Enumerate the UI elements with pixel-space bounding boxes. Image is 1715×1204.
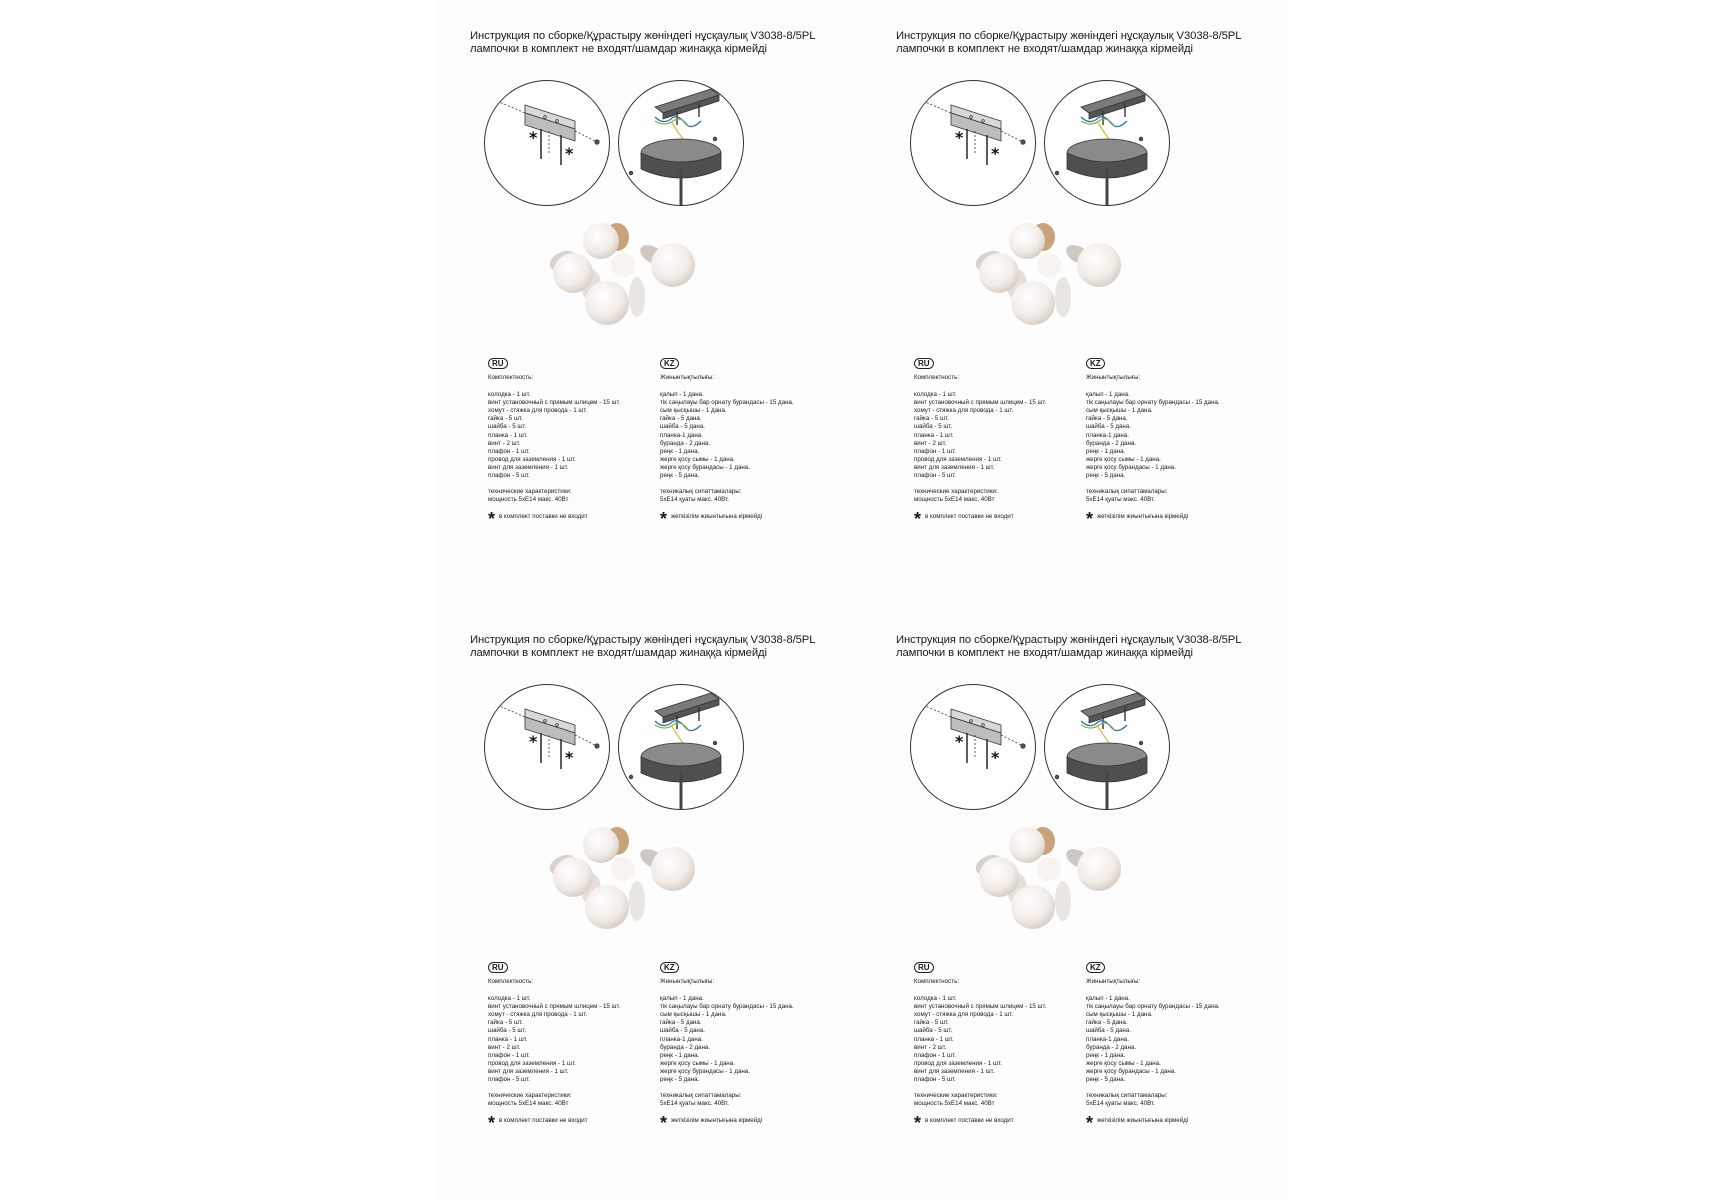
list-item: буранда - 2 дана. <box>660 439 711 447</box>
kz-spec-label: техникалық сипаттамалары: <box>660 488 742 496</box>
kz-note: жеткізілім жиынтығына кірмейді <box>1097 513 1189 521</box>
list-item: колодка - 1 шт. <box>488 391 531 399</box>
list-item: реңк - 5 дана. <box>660 1076 700 1084</box>
ru-spec-value: мощность 5хЕ14 макс. 40Вт <box>488 1100 569 1108</box>
list-item: провод для заземления - 1 шт. <box>488 1059 576 1067</box>
list-item: планка - 1 шт. <box>488 431 528 439</box>
list-item: винт установочный с прямым шлицем - 15 шт. <box>488 399 621 407</box>
list-item: гайка - 5 дана. <box>1086 1019 1128 1027</box>
list-item: хомут - стяжка для провода - 1 шт. <box>488 407 588 415</box>
title-line-2: лампочки в комплект не входят/шамдар жинаққа кірмейді <box>896 43 1193 55</box>
list-item: шайба - 5 дана. <box>1086 423 1131 431</box>
kz-contents <box>660 962 794 1134</box>
list-item: провод для заземления - 1 шт. <box>488 455 576 463</box>
title-line-1: Инструкция по сборке/Құрастыру жөніндегі нұсқаулық V3038-8/5PL <box>896 634 1242 646</box>
ru-spec-value: мощность 5хЕ14 макс. 40Вт <box>488 496 569 504</box>
list-item: гайка - 5 дана. <box>1086 415 1128 423</box>
asterisk-icon: * <box>914 509 922 530</box>
kz-contents <box>660 358 794 530</box>
list-item: тік саңылауы бар орнату бурандасы - 15 дана. <box>1086 1003 1220 1011</box>
list-item: жерге қосу бурандасы - 1 дана. <box>1086 1067 1176 1075</box>
list-item: плафон - 1 шт. <box>914 1051 956 1059</box>
ru-badge: RU <box>488 962 508 973</box>
title-line-1: Инструкция по сборке/Құрастыру жөніндегі нұсқаулық V3038-8/5PL <box>470 634 816 646</box>
list-item: тік саңылауы бар орнату бурандасы - 15 дана. <box>1086 399 1220 407</box>
kz-contents <box>1086 358 1220 530</box>
list-item: шайба - 5 шт. <box>914 1027 953 1035</box>
list-item: винт для заземления - 1 шт. <box>914 1067 995 1075</box>
chandelier-illustration <box>535 819 705 944</box>
list-item: винт - 2 шт. <box>914 1043 947 1051</box>
list-item: жерге қосу бурандасы - 1 дана. <box>660 1067 750 1075</box>
list-item: гайка - 5 дана. <box>660 1019 702 1027</box>
list-item: буранда - 2 дана. <box>1086 1043 1137 1051</box>
list-item: буранда - 2 дана. <box>1086 439 1137 447</box>
kz-badge: KZ <box>660 358 679 369</box>
kz-spec-label: техникалық сипаттамалары: <box>660 1092 742 1100</box>
mounting-bracket-diagram <box>484 684 610 810</box>
kz-spec-label: техникалық сипаттамалары: <box>1086 1092 1168 1100</box>
sheet-title <box>896 634 1241 660</box>
kz-note: жеткізілім жиынтығына кірмейді <box>671 513 763 521</box>
list-item: шайба - 5 дана. <box>1086 1027 1131 1035</box>
list-item: хомут - стяжка для провода - 1 шт. <box>914 1011 1014 1019</box>
ru-note: в комплект поставки не входит <box>925 1117 1014 1125</box>
kz-items <box>1086 391 1220 480</box>
list-item: планка-1 дана. <box>660 431 703 439</box>
list-item: жерге қосу бурандасы - 1 дана. <box>1086 463 1176 471</box>
instruction-sheet-1 <box>440 0 866 600</box>
ru-contents <box>914 962 1047 1134</box>
kz-items <box>660 995 794 1084</box>
list-item: плафон - 1 шт. <box>488 1051 530 1059</box>
list-item: плафон - 5 шт. <box>914 1076 956 1084</box>
asterisk-mark: * <box>565 144 574 163</box>
ru-items <box>914 391 1046 480</box>
ru-heading: Комплектность: <box>914 374 960 381</box>
asterisk-icon: * <box>488 509 496 530</box>
list-item: қалып - 1 дана. <box>1086 391 1130 399</box>
asterisk-icon: * <box>1086 1113 1094 1134</box>
list-item: планка - 1 шт. <box>914 431 954 439</box>
list-item: планка - 1 шт. <box>914 1035 954 1043</box>
ru-items <box>488 995 620 1084</box>
asterisk-mark: * <box>955 732 964 751</box>
ru-spec-value: мощность 5хЕ14 макс. 40Вт <box>914 1100 995 1108</box>
instruction-sheet-2 <box>866 0 1292 600</box>
list-item: планка - 1 шт. <box>488 1035 528 1043</box>
list-item: шайба - 5 шт. <box>914 423 953 431</box>
canopy-wiring-diagram <box>1044 80 1170 206</box>
sheet-title <box>470 634 815 660</box>
list-item: винт установочный с прямым шлицем - 15 шт. <box>914 399 1047 407</box>
list-item: сым қысқышы - 1 дана. <box>660 1011 727 1019</box>
list-item: плафон - 5 шт. <box>488 472 530 480</box>
list-item: колодка - 1 шт. <box>488 995 531 1003</box>
kz-spec-value: 5хЕ14 қуаты макс. 40Вт. <box>660 496 729 504</box>
list-item: жерге қосу бурандасы - 1 дана. <box>660 463 750 471</box>
asterisk-mark: * <box>529 128 538 147</box>
ru-spec-label: технические характеристики: <box>488 1092 572 1100</box>
kz-items <box>1086 995 1220 1084</box>
title-line-1: Инструкция по сборке/Құрастыру жөніндегі нұсқаулық V3038-8/5PL <box>470 30 816 42</box>
list-item: винт - 2 шт. <box>488 439 521 447</box>
kz-spec-value: 5хЕ14 қуаты макс. 40Вт. <box>1086 496 1155 504</box>
ru-heading: Комплектность: <box>914 978 960 985</box>
list-item: буранда - 2 дана. <box>660 1043 711 1051</box>
kz-spec-value: 5хЕ14 қуаты макс. 40Вт. <box>660 1100 729 1108</box>
list-item: планка-1 дана. <box>1086 1035 1129 1043</box>
list-item: реңк - 5 дана. <box>1086 472 1126 480</box>
list-item: гайка - 5 дана. <box>660 415 702 423</box>
list-item: хомут - стяжка для провода - 1 шт. <box>488 1011 588 1019</box>
title-line-2: лампочки в комплект не входят/шамдар жинаққа кірмейді <box>470 43 767 55</box>
asterisk-icon: * <box>660 509 668 530</box>
list-item: гайка - 5 шт. <box>914 415 949 423</box>
list-item: реңк - 5 дана. <box>1086 1076 1126 1084</box>
sheet-title <box>470 30 815 56</box>
list-item: винт для заземления - 1 шт. <box>914 463 995 471</box>
list-item: шайба - 5 дана. <box>660 423 705 431</box>
ru-spec-value: мощность 5хЕ14 макс. 40Вт <box>914 496 995 504</box>
ru-spec-label: технические характеристики: <box>914 1092 998 1100</box>
list-item: винт для заземления - 1 шт. <box>488 1067 569 1075</box>
asterisk-icon: * <box>914 1113 922 1134</box>
title-line-2: лампочки в комплект не входят/шамдар жинаққа кірмейді <box>470 647 767 659</box>
list-item: сым қысқышы - 1 дана. <box>1086 1011 1153 1019</box>
title-line-1: Инструкция по сборке/Құрастыру жөніндегі нұсқаулық V3038-8/5PL <box>896 30 1242 42</box>
list-item: тік саңылауы бар орнату бурандасы - 15 дана. <box>660 399 794 407</box>
list-item: плафон - 1 шт. <box>914 447 956 455</box>
list-item: тік саңылауы бар орнату бурандасы - 15 дана. <box>660 1003 794 1011</box>
ru-contents <box>914 358 1047 530</box>
list-item: провод для заземления - 1 шт. <box>914 1059 1002 1067</box>
list-item: қалып - 1 дана. <box>1086 995 1130 1003</box>
kz-contents <box>1086 962 1220 1134</box>
asterisk-mark: * <box>991 144 1000 163</box>
kz-heading: Жинынтықтылығы: <box>660 374 715 381</box>
list-item: гайка - 5 шт. <box>488 1019 523 1027</box>
list-item: планка-1 дана. <box>660 1035 703 1043</box>
kz-note: жеткізілім жиынтығына кірмейді <box>1097 1117 1189 1125</box>
list-item: винт - 2 шт. <box>488 1043 521 1051</box>
kz-heading: Жинынтықтылығы: <box>660 978 715 985</box>
list-item: реңк - 1 дана. <box>1086 1051 1126 1059</box>
kz-badge: KZ <box>1086 962 1105 973</box>
ru-spec-label: технические характеристики: <box>488 488 572 496</box>
mounting-bracket-diagram <box>910 80 1036 206</box>
ru-note: в комплект поставки не входит <box>499 513 588 521</box>
asterisk-mark: * <box>991 748 1000 767</box>
ru-badge: RU <box>488 358 508 369</box>
kz-note: жеткізілім жиынтығына кірмейді <box>671 1117 763 1125</box>
kz-heading: Жинынтықтылығы: <box>1086 978 1141 985</box>
list-item: жерге қосу сымы - 1 дана. <box>1086 455 1161 463</box>
list-item: винт установочный с прямым шлицем - 15 шт. <box>488 1003 621 1011</box>
mounting-bracket-diagram <box>910 684 1036 810</box>
list-item: плафон - 1 шт. <box>488 447 530 455</box>
list-item: реңк - 1 дана. <box>660 447 700 455</box>
list-item: жерге қосу сымы - 1 дана. <box>1086 1059 1161 1067</box>
kz-spec-label: техникалық сипаттамалары: <box>1086 488 1168 496</box>
kz-items <box>660 391 794 480</box>
instruction-sheet-3 <box>440 604 866 1204</box>
chandelier-illustration <box>535 215 705 340</box>
chandelier-illustration <box>961 819 1131 944</box>
ru-badge: RU <box>914 358 934 369</box>
asterisk-mark: * <box>955 128 964 147</box>
list-item: сым қысқышы - 1 дана. <box>1086 407 1153 415</box>
asterisk-icon: * <box>660 1113 668 1134</box>
list-item: планка-1 дана. <box>1086 431 1129 439</box>
ru-contents <box>488 358 621 530</box>
list-item: винт установочный с прямым шлицем - 15 шт. <box>914 1003 1047 1011</box>
list-item: реңк - 1 дана. <box>1086 447 1126 455</box>
list-item: реңк - 5 дана. <box>660 472 700 480</box>
list-item: шайба - 5 шт. <box>488 1027 527 1035</box>
list-item: қалып - 1 дана. <box>660 995 704 1003</box>
list-item: провод для заземления - 1 шт. <box>914 455 1002 463</box>
ru-items <box>914 995 1046 1084</box>
list-item: қалып - 1 дана. <box>660 391 704 399</box>
ru-heading: Комплектность: <box>488 978 534 985</box>
canopy-wiring-diagram <box>618 684 744 810</box>
chandelier-illustration <box>961 215 1131 340</box>
title-line-2: лампочки в комплект не входят/шамдар жинаққа кірмейді <box>896 647 1193 659</box>
list-item: сым қысқышы - 1 дана. <box>660 407 727 415</box>
list-item: шайба - 5 шт. <box>488 423 527 431</box>
ru-note: в комплект поставки не входит <box>499 1117 588 1125</box>
instruction-sheet-4 <box>866 604 1292 1204</box>
list-item: жерге қосу сымы - 1 дана. <box>660 1059 735 1067</box>
list-item: реңк - 1 дана. <box>660 1051 700 1059</box>
asterisk-mark: * <box>529 732 538 751</box>
kz-heading: Жинынтықтылығы: <box>1086 374 1141 381</box>
list-item: колодка - 1 шт. <box>914 995 957 1003</box>
mounting-bracket-diagram <box>484 80 610 206</box>
canopy-wiring-diagram <box>618 80 744 206</box>
asterisk-mark: * <box>565 748 574 767</box>
ru-heading: Комплектность: <box>488 374 534 381</box>
list-item: гайка - 5 шт. <box>914 1019 949 1027</box>
kz-spec-value: 5хЕ14 қуаты макс. 40Вт. <box>1086 1100 1155 1108</box>
list-item: колодка - 1 шт. <box>914 391 957 399</box>
sheet-title <box>896 30 1241 56</box>
canopy-wiring-diagram <box>1044 684 1170 810</box>
asterisk-icon: * <box>488 1113 496 1134</box>
list-item: жерге қосу сымы - 1 дана. <box>660 455 735 463</box>
list-item: шайба - 5 дана. <box>660 1027 705 1035</box>
kz-badge: KZ <box>1086 358 1105 369</box>
list-item: плафон - 5 шт. <box>488 1076 530 1084</box>
kz-badge: KZ <box>660 962 679 973</box>
ru-items <box>488 391 620 480</box>
ru-spec-label: технические характеристики: <box>914 488 998 496</box>
list-item: плафон - 5 шт. <box>914 472 956 480</box>
list-item: винт для заземления - 1 шт. <box>488 463 569 471</box>
list-item: винт - 2 шт. <box>914 439 947 447</box>
ru-contents <box>488 962 621 1134</box>
list-item: гайка - 5 шт. <box>488 415 523 423</box>
ru-badge: RU <box>914 962 934 973</box>
list-item: хомут - стяжка для провода - 1 шт. <box>914 407 1014 415</box>
asterisk-icon: * <box>1086 509 1094 530</box>
ru-note: в комплект поставки не входит <box>925 513 1014 521</box>
